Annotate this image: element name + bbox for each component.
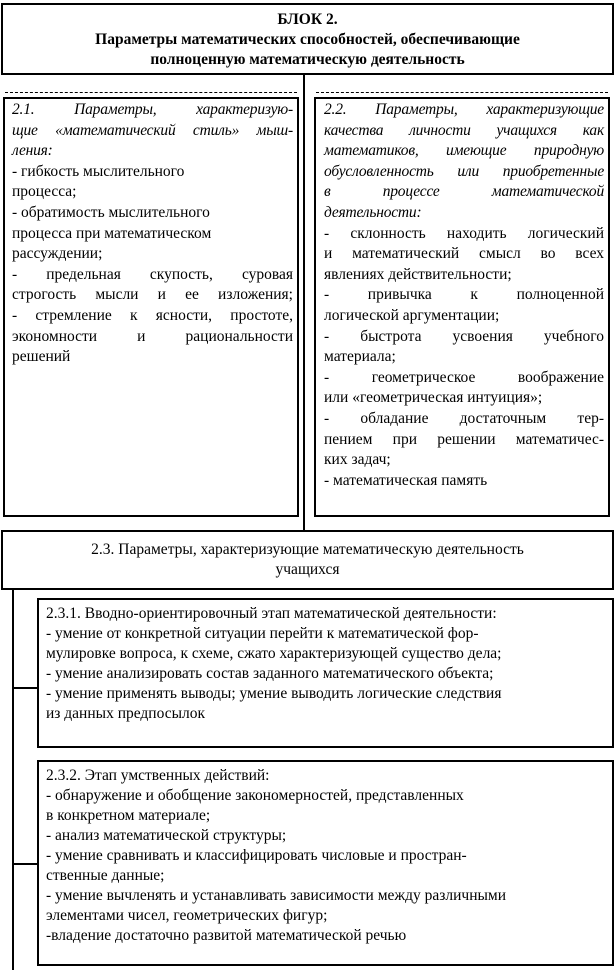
stage-heading: 2.3.1. Вводно-ориентировочный этап математической деятельности: [46,605,497,622]
block-number: БЛОК 2. [277,11,338,28]
list-item-line: процесса при математическом [12,224,212,242]
section-heading-line: обусловленность или приобретенные [324,162,604,180]
section-heading-line: щие «математический стиль» мыш- [12,121,293,139]
section-heading-line: качества личности учащихся как [324,121,604,139]
list-item-line: решений [12,348,71,366]
list-item-line: - склонность находить логический [324,224,604,242]
activity-title-line: 2.3. Параметры, характеризующие математическую деятельность [91,541,524,558]
list-item-line: рассуждении; [12,245,103,263]
list-item-line: - быстрота усвоения учебного [324,327,604,345]
params-math-style-box [3,97,299,517]
list-item-line: - обнаружение и обобщение закономерностей, представленных [46,787,464,804]
list-item-line: - привычка к полноценной [324,286,604,304]
list-item-line: ких задач; [324,451,391,469]
dashed-divider [5,92,297,93]
list-item-line: - гибкость мыслительного [12,162,185,180]
connector-branch-2-3-1 [12,687,38,689]
stage-intro-orientation-box [37,598,614,748]
list-item-line: -владение достаточно развитой математической речью [46,927,407,944]
list-item-line: и математический смысл во всех [324,245,604,263]
list-item-line: - обратимость мыслительного [12,203,210,221]
list-item-line: - умение сравнивать и классифицировать числовые и простран- [46,847,467,864]
list-item-line: - математическая память [324,471,488,489]
list-item-line: материала; [324,348,396,366]
list-item-line: строгость мысли и ее изложения; [12,286,293,304]
connector-left-spine [12,590,14,970]
list-item-line: ственные данные; [46,867,165,884]
section-heading-line: ления: [12,142,53,160]
section-heading-line: математиков, имеющие природную [324,142,604,160]
list-item-line: экономности и рациональности [12,327,293,345]
list-item-line: - обладание достаточным тер- [324,409,604,427]
list-item-line: - стремление к ясности, простоте, [12,306,293,324]
list-item-line: - умение применять выводы; умение выводить логические следствия [46,685,502,702]
list-item-line: или «геометрическая интуиция»; [324,389,543,407]
block-title-line: полноценную математическую деятельность [150,51,465,68]
list-item-line: - умение от конкретной ситуации перейти к математической фор- [46,625,479,642]
params-personality-box [314,97,610,517]
list-item-line: в конкретном материале; [46,807,211,824]
list-item-line: процесса; [12,183,77,201]
list-item-line: - предельная скупость, суровая [12,265,293,283]
block-title-box [1,3,614,75]
stage-heading: 2.3.2. Этап умственных действий: [46,767,270,784]
activity-params-box [1,530,614,590]
list-item-line: - умение вычленять и устанавливать зависимости между различными [46,887,507,904]
connector-branch-2-3-2 [12,863,38,865]
dashed-divider [316,92,608,93]
list-item-line: пением при решении математичес- [324,430,604,448]
stage-mental-actions-box [37,760,614,966]
section-heading-line: 2.1. Параметры, характеризую- [12,101,293,118]
list-item-line: - геометрическое воображение [324,368,604,386]
list-item-line: из данных предпосылок [46,705,206,722]
list-item-line: - умение анализировать состав заданного математического объекта; [46,665,494,682]
block-title-line: Параметры математических способностей, обеспечивающие [95,31,520,48]
list-item-line: элементами чисел, геометрических фигур; [46,907,328,924]
section-heading-line: в процессе математической [324,183,604,201]
list-item-line: логической аргументации; [324,306,500,324]
list-item-line: мулировке вопроса, к схеме, сжато характеризующей существо дела; [46,645,502,662]
list-item-line: явлениях действительности; [324,265,512,283]
list-item-line: - анализ математической структуры; [46,827,287,844]
activity-title-line: учащихся [275,561,340,578]
section-heading-line: деятельности: [324,203,422,221]
section-heading-line: 2.2. Параметры, характеризующие [324,101,604,118]
connector-trunk [303,75,305,530]
